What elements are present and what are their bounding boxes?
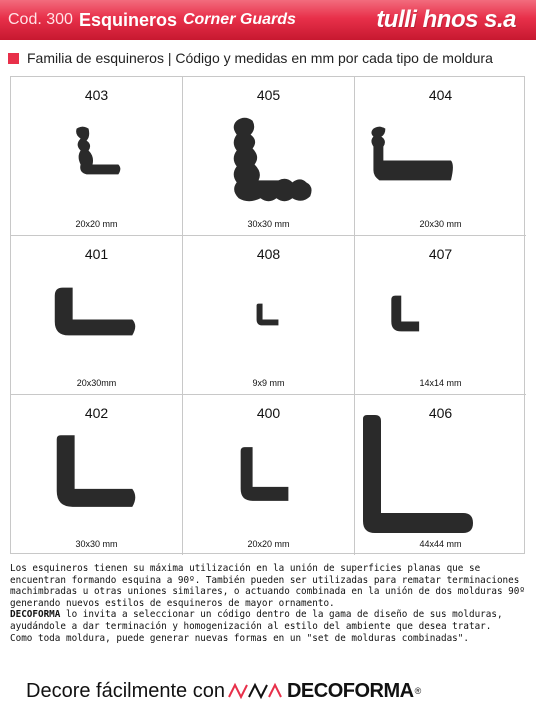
product-card (183, 236, 355, 395)
product-code: 406 (428, 405, 453, 421)
description-paragraph-2 (10, 609, 526, 632)
product-code: 402 (84, 405, 109, 421)
product-size: 20x20 mm (75, 219, 118, 229)
plain-corner-guard-icon (355, 236, 526, 394)
plain-corner-guard-icon (11, 395, 182, 555)
product-size: 14x14 mm (419, 378, 462, 388)
product-card (355, 395, 526, 555)
product-code: 401 (84, 246, 109, 262)
footer-slogan: Decore fácilmente con (26, 679, 225, 702)
description-paragraph-3: Como toda moldura, puede generar nuevas formas en un "set de molduras combinadas". (10, 632, 469, 644)
product-code: 407 (428, 246, 453, 262)
description-paragraph: Los esquineros tienen su máxima utilización en la unión de superficies planas que se encuentran formando esquina a 90º. También pueden ser utilizadas para rematar terminaciones machimbradas u otras uniones similares, o actuando combinada en la unión de dos molduras 90º generando nuevos estilos de esquineros de mayor ornamento. (10, 563, 531, 609)
intro-text: Familia de esquineros | Código y medidas en mm por cada tipo de moldura (27, 50, 493, 66)
plain-corner-guard-icon (183, 395, 354, 555)
product-code: 405 (256, 87, 281, 103)
square-bullet-icon (8, 53, 19, 64)
footer (26, 677, 421, 705)
plain-corner-guard-icon (355, 395, 526, 555)
product-size: 20x30 mm (419, 219, 462, 229)
product-size: 30x30 mm (247, 219, 290, 229)
product-size: 30x30 mm (75, 539, 118, 549)
product-size: 20x20 mm (247, 539, 290, 549)
product-card (11, 395, 183, 555)
decoforma-mark-icon (227, 681, 285, 701)
plain-corner-guard-icon (11, 236, 182, 394)
description-text: lo invita a seleccionar un código dentro de la gama de diseño de sus molduras, ayudándole a dar terminación y homogenización al estilo del ambiente que desea tratar. (10, 609, 509, 632)
product-card (355, 236, 526, 395)
description-brand: DECOFORMA (10, 609, 61, 621)
product-grid (10, 76, 525, 554)
footer-brand: DECOFORMA (286, 679, 414, 702)
product-size: 44x44 mm (419, 539, 462, 549)
product-card (183, 395, 355, 555)
registered-mark: ® (414, 686, 422, 696)
page-title: Esquineros (78, 9, 177, 30)
product-code: 403 (84, 87, 109, 103)
product-size: 20x30mm (76, 378, 117, 388)
product-code: 404 (428, 87, 453, 103)
description-block (10, 563, 531, 644)
product-code: 408 (256, 246, 281, 262)
header-bar (0, 0, 536, 40)
product-card (183, 77, 355, 236)
product-card (11, 236, 183, 395)
page-subtitle: Corner Guards (182, 11, 296, 28)
intro-line (8, 48, 493, 68)
ornate-corner-guard-icon (183, 77, 354, 235)
product-code: 400 (256, 405, 281, 421)
stepped-corner-guard-icon (355, 77, 526, 235)
catalog-code: Cod. 300 (8, 11, 73, 28)
product-card (355, 77, 526, 236)
product-card (11, 77, 183, 236)
product-size: 9x9 mm (252, 378, 285, 388)
brand-logo: tulli hnos s.a (376, 6, 516, 33)
plain-corner-guard-icon (183, 236, 354, 394)
ornate-corner-guard-icon (11, 77, 182, 235)
